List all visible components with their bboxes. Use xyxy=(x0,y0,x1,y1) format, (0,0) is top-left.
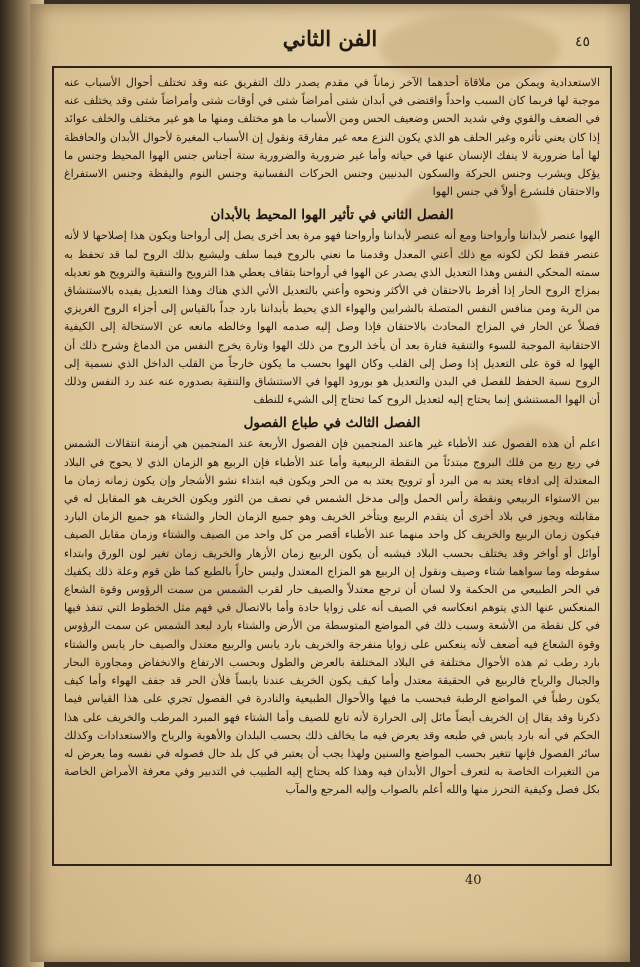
section-2-paragraph: الهوا عنصر لأبداننا وأرواحنا ومع أنه عنصر لأبداننا وأرواحنا فهو مرة بعد أخرى يصل إلى أرواحنا ويكون هذا إصلاحها لا لأنه عنصر فقط لكن لكونه مع ذلك أعني المعدل وقدمنا ما نعني بالروح فيما سلف وليشيع بذلك الروح لما قد تحفظ به سمته المحكي النفس وهذا التعديل الذي يصدر عن الهوا في أرواحنا بتقاف يعطي هذا الترويح والتنقية والترويح هو تعديله بمزاج الروح الحار إذا أفرط بالاحتقان في الأكثر ونحوه وأعني بالتعديل الأتي الذي هناك وهذا التعديل يفيده بالاستنشاق من الرية ومن منافس النفس المتصلة بالشرايين والهواء الذي يحيط بأبداننا بارد جداً بالقياس إلى أجزاء الروح الغريزي فصلاً عن الحار في المزاج المحادث بالاحتقان فإذا وصل إليه صدمه الهوا وخالطه مانعه عن الاستحالة إلى الكيفية الاحتقانية الموجبة للسوء والتنقية فتارة بعد أن يأخذ الروح من ذلك الهوا وتارة يخرج النفس من الدماغ وشرح ذلك أن الهوا له قوة على التعديل إذا وصل إلى القلب وكان الهوا بحسب ما يكون خارجاً من القلب الداخل الذي نسمية إلى الروح نسبة الحفظ للفصل في البدن والتعديل هو بورود الهوا في الاستنشاق والتنقية بصدوره عنه عند رد النفس وذلك أن الهوا المستنشق إنما يحتاج إليه لتعديل الروح كما تحتاج إلى الشيء للنطف xyxy=(64,229,600,407)
intro-paragraph: الاستعدادية ويمكن من ملاقاة أحدهما الآخر زماناً في مقدم يصدر ذلك التفريق عنه وقد تختلف أحوال الأسباب عنه موجبة لها فربما كان السبب واحداً واقتضى في أبدان شتى أمراضاً شتى في أوقات شتى وأمراضاً شتى وقد يختلف عنه في الضعف والقوي وفي شديد الحس وضعيف الحس ومن الأسباب ما هو مختلف ومنها ما هو غير مختلف والخلف عوائد إذا كان يعني تأثره وغير الحلف هو الذي يكون النزع معه غير مفارقة ونقول إن الأسباب المغيرة لأحوال الأبدان والحافظة لها أما ضرورية لا ينفك الإنسان عنها في حياته وأما غير ضرورية والضرورية ستة أجناس جنس الهوا المحيط وجنس ما يؤكل ويشرب وجنس الحركة والسكون البدنيين وجنس الحركات النفسانية وجنس النوم واليقظة وجنس الاستفراغ والاحتقان فلنشرع أولاً في جنس الهوا xyxy=(64,76,600,199)
folio-number-top: ٤٥ xyxy=(574,34,590,50)
chapter-heading-3: الفصل الثالث في طباع الفصول xyxy=(243,415,421,432)
running-head-title: الفن الثاني xyxy=(282,26,378,51)
text-frame xyxy=(52,66,612,866)
chapter-heading-2: الفصل الثاني في تأثير الهوا المحيط بالأبدان xyxy=(210,207,454,224)
folio-number-bottom: 40 xyxy=(465,873,482,888)
section-3-paragraph: اعلم أن هذه الفصول عند الأطباء غير هاعند المنجمين فإن الفصول الأربعة عند المنجمين هي أزمنة انتقالات الشمس في ربع ربع من فلك البروج مبتدئاً من النقطة الربيعية وأما عند الأطباء فإن الربيع هو الزمان الذي لا يحوج في البلاد المعتدلة إلى ادفاء يعتد به من البرد أو ترويح يعتد به من الحر ويكون فيه ابتداء نشو الأشجار وإن يكون زمانه زمان ما بين الاستواء الربيعي ونقطة رأس الحمل وإلى مدخل الشمس في نصف من الثور ويكون الخريف هو المقابل له في مقابلته ويجوز في بلاد أخرى أن يتقدم الربيع ويتأخر الخريف وهو جميع الزمان الحار والشتاء هو جميع الزمان البارد فيكون زمان الربيع والخريف كل واحد منهما عند الأطباء أقصر من كل واحد من الصيف والشتاء وزمان مقابل الصيف أوائل أو أواخر وقد يختلف بحسب البلاد فيشبه أن يكون الربيع زمان الأزهار والخريف زمان تغير لون الورق وابتداء سقوطه وما سواهما شتاء وصيف ونقول إن الربيع هو المزاج المعتدل وليس حاراً بالطبع كما ظن قوم وعلة ذلك يكفيك في الحر الطبيعي من الحكمة ولا لسان أن ترجع معتدلاً والصيف حار لقرب الشمس من سمت الرؤوس وقوة الشعاع المنعكس عنها الذي يتوهم انعكاسه في الصيف أنه على زوايا حادة وأما بالاتصال في فهم مثل الخطوط التي تنفذ فيها في كل نقطة من الأشعة وسبب ذلك في المواضع المتوسطة من الأرض والشتاء بارد لبعد الشمس عن سمت الرؤوس وقوة الشعاع فيه أضعف لأنه ينعكس على زوايا منفرجة والخريف بارد يابس والربيع معتدل والصيف حار يابس والشتاء بارد رطب ثم هذه الأحوال مختلفة في البلاد المختلفة بالعرض والطول وبحسب الارتفاع والانخفاض ومجاورة البحار والجبال والرياح فالربيع في الحقيقة معتدل وأما كيف يكون الخريف عندنا يابساً فلأن الحر قد جفف الهواء وأما كيف يكون رطباً في المواضع الرطبة فبحسب ما فيها والأحوال الطبيعية والنادرة في الفصول تجري على هذا القياس فيما ذكرنا وقد يقال إن الخريف أيضاً مائل إلى الحرارة لأنه تابع للصيف وأما الشتاء فهو المبرد المرطب والخريف على هذا الحكم في أنه بارد يابس في طبعه وقد يعرض فيه ما يخالف ذلك بحسب البلدان والأهوية والرياح والاستعدادات وكذلك سائر الفصول فإنها تتغير بحسب المواضع والسنين ولهذا يجب أن يعتبر في كل بلد حال فصوله في نفسه وما يعرض له من التغيرات الخاصة به لتعرف أحوال الأبدان فيه وهذا كله يحتاج إليه الطبيب في التدبير وفي معرفة الأمراض الخاصة بكل فصل وكيفية التحرز منها والله أعلم بالصواب وإليه المرجع والمآب xyxy=(64,437,600,797)
manuscript-page xyxy=(30,4,630,962)
page-edge-shadow xyxy=(604,4,630,962)
